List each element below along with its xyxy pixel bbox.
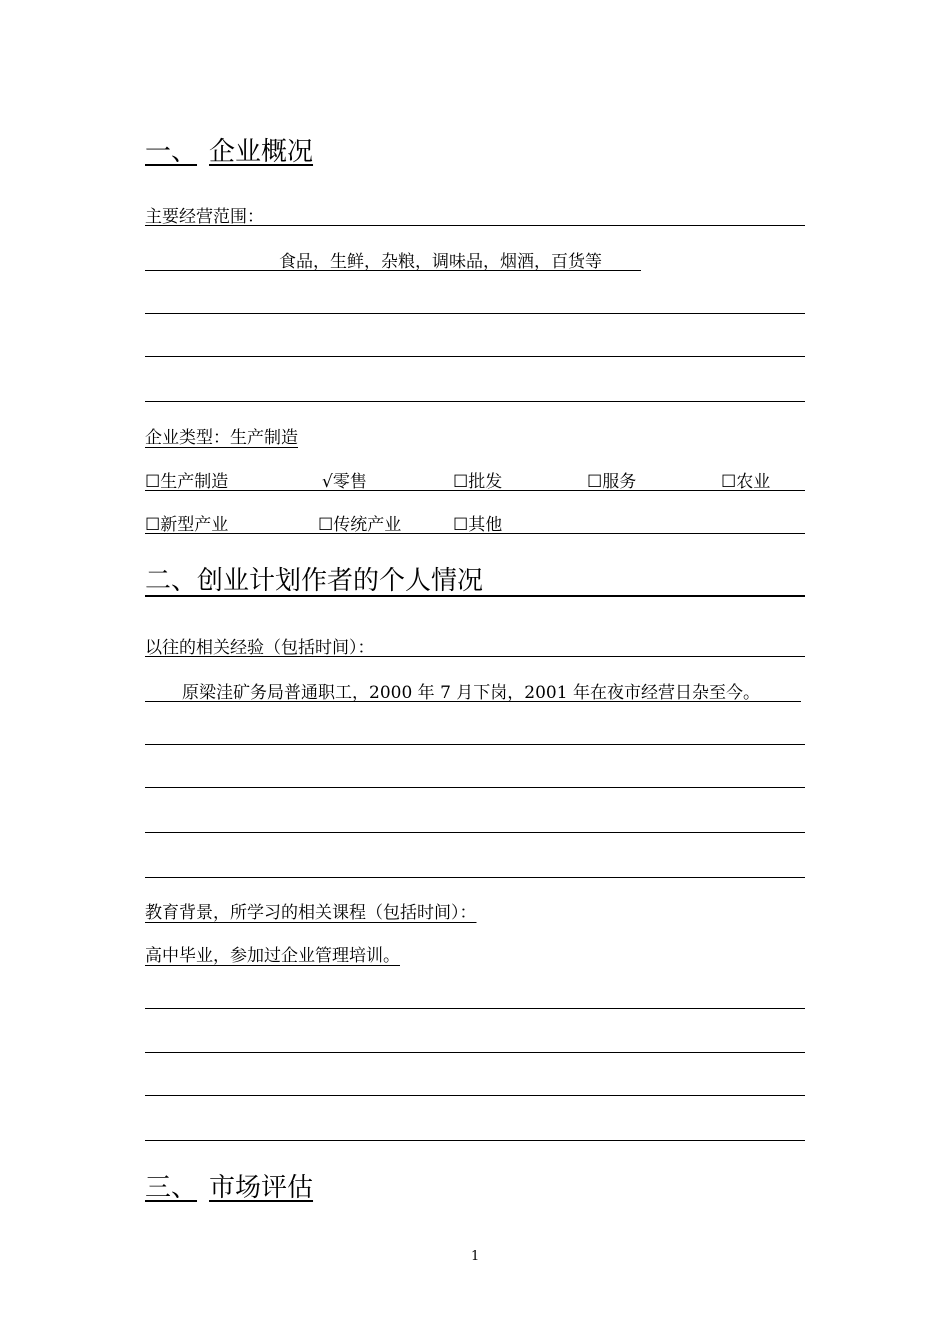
blank-line [145, 313, 805, 314]
option-label: 传统产业 [333, 515, 402, 535]
blank-line [145, 744, 805, 745]
blank-line [145, 356, 805, 357]
experience-value: 原梁洼矿务局普通职工，2000 年 7 月下岗，2001 年在夜市经营日杂至今。 [182, 683, 760, 703]
section-1-title: 企业概况 [209, 137, 314, 167]
section-3-heading [145, 1173, 313, 1203]
scope-value: 食品，生鲜，杂粮，调味品，烟酒，百货等 [279, 252, 602, 272]
type-option-other [453, 515, 502, 535]
option-label: 其他 [468, 515, 503, 535]
section-3-title: 市场评估 [209, 1173, 314, 1203]
education-label: 教育背景，所学习的相关课程（包括时间）： [145, 903, 477, 923]
options-row-2-rule [145, 533, 805, 534]
blank-line [145, 1008, 805, 1009]
checkbox-icon: ☐ [721, 472, 737, 492]
type-option-new-industry [145, 515, 228, 535]
section-1-heading [145, 137, 313, 167]
option-label: 生产制造 [160, 472, 229, 492]
option-label: 服务 [602, 472, 637, 492]
enterprise-type-label: 企业类型：生产制造 [145, 428, 298, 448]
scope-value-rule [145, 270, 641, 271]
section-2-heading: 二、创业计划作者的个人情况 [145, 566, 484, 596]
blank-line [145, 877, 805, 878]
section-3-number: 三、 [145, 1173, 198, 1203]
blank-line [145, 1140, 805, 1141]
scope-label-rule [145, 225, 805, 226]
type-option-agriculture [721, 472, 770, 492]
section-1-number: 一、 [145, 137, 198, 167]
type-option-traditional-industry [318, 515, 401, 535]
blank-line [145, 787, 805, 788]
blank-line [145, 1095, 805, 1096]
option-label: 农业 [736, 472, 771, 492]
scope-label: 主要经营范围： [145, 207, 264, 227]
blank-line [145, 1052, 805, 1053]
experience-label: 以往的相关经验（包括时间）： [145, 638, 375, 658]
blank-line [145, 832, 805, 833]
checkbox-icon: ☐ [587, 472, 603, 492]
checkbox-icon: ☐ [453, 515, 469, 535]
blank-line [145, 401, 805, 402]
page-number: 1 [471, 1249, 480, 1264]
option-label: 新型产业 [160, 515, 229, 535]
type-option-retail [322, 472, 367, 492]
checkbox-icon: ☐ [145, 472, 161, 492]
education-value: 高中毕业，参加过企业管理培训。 [145, 946, 400, 966]
type-option-manufacturing [145, 472, 228, 492]
experience-value-rule [145, 701, 801, 702]
checkmark-icon: √ [322, 472, 333, 492]
experience-label-rule [145, 656, 805, 657]
checkbox-icon: ☐ [453, 472, 469, 492]
type-option-wholesale [453, 472, 502, 492]
option-label: 零售 [332, 472, 367, 492]
option-label: 批发 [468, 472, 503, 492]
checkbox-icon: ☐ [145, 515, 161, 535]
checkbox-icon: ☐ [318, 515, 334, 535]
type-option-service [587, 472, 636, 492]
options-row-1-rule [145, 490, 805, 491]
section-2-heading-rule [145, 595, 805, 597]
